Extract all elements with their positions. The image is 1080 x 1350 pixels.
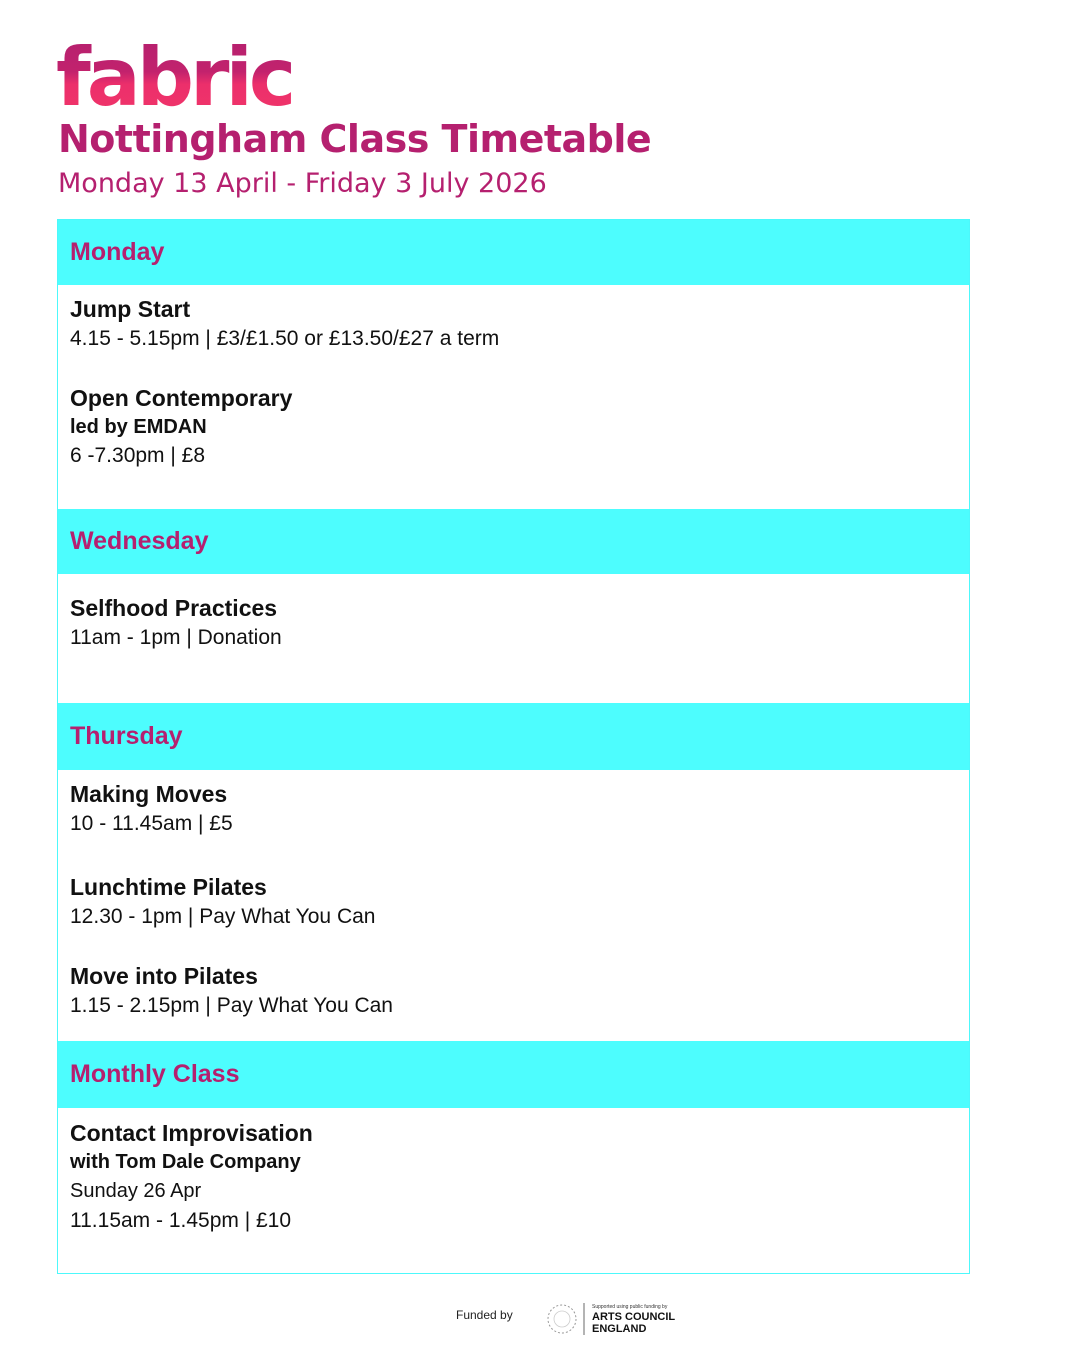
- class-making-moves: [70, 779, 233, 839]
- class-name: Making Moves: [70, 781, 228, 807]
- class-info: 1.15 - 2.15pm | Pay What You Can: [70, 994, 393, 1017]
- class-leader: led by EMDAN: [70, 416, 207, 438]
- class-move-into-pilates: [70, 961, 393, 1021]
- class-open-contemporary: [70, 383, 292, 471]
- day-title: Monthly Class: [70, 1060, 240, 1088]
- funded-by-label: Funded by: [456, 1308, 513, 1322]
- class-contact-improvisation: [70, 1118, 313, 1236]
- arts-council-england-logo: [544, 1299, 684, 1339]
- class-info: 6 -7.30pm | £8: [70, 444, 206, 467]
- day-header-wednesday: [58, 509, 969, 574]
- class-leader: with Tom Dale Company: [70, 1151, 301, 1173]
- arts-council-circle-icon: [548, 1305, 576, 1333]
- class-name: Selfhood Practices: [70, 595, 278, 621]
- date-range: Monday 13 April - Friday 3 July 2026: [58, 168, 547, 199]
- ace-line2: ENGLAND: [592, 1323, 647, 1335]
- day-header-monthly-class: [58, 1041, 969, 1108]
- class-date: Sunday 26 Apr: [70, 1180, 202, 1202]
- class-name: Lunchtime Pilates: [70, 874, 267, 900]
- class-jump-start: [70, 294, 499, 354]
- day-title: Monday: [70, 238, 165, 266]
- day-title: Thursday: [70, 722, 183, 750]
- timetable: [57, 219, 970, 1274]
- ace-line1: ARTS COUNCIL: [592, 1311, 676, 1323]
- class-selfhood-practices: [70, 593, 282, 653]
- fabric-logo: fabric: [56, 31, 293, 124]
- day-header-monday: [58, 220, 969, 285]
- class-lunchtime-pilates: [70, 872, 375, 932]
- class-name: Contact Improvisation: [70, 1120, 313, 1146]
- day-header-thursday: [58, 703, 969, 770]
- ace-small-text: Supported using public funding by: [592, 1304, 668, 1310]
- class-name: Open Contemporary: [70, 385, 293, 411]
- day-title: Wednesday: [70, 527, 209, 555]
- class-name: Move into Pilates: [70, 963, 258, 989]
- class-info: 10 - 11.45am | £5: [70, 812, 233, 835]
- page-title: Nottingham Class Timetable: [58, 117, 652, 161]
- class-info: 4.15 - 5.15pm | £3/£1.50 or £13.50/£27 a term: [70, 327, 500, 350]
- class-info: 11am - 1pm | Donation: [70, 626, 282, 649]
- class-name: Jump Start: [70, 296, 191, 322]
- class-info: 12.30 - 1pm | Pay What You Can: [70, 905, 376, 928]
- class-info: 11.15am - 1.45pm | £10: [70, 1209, 292, 1232]
